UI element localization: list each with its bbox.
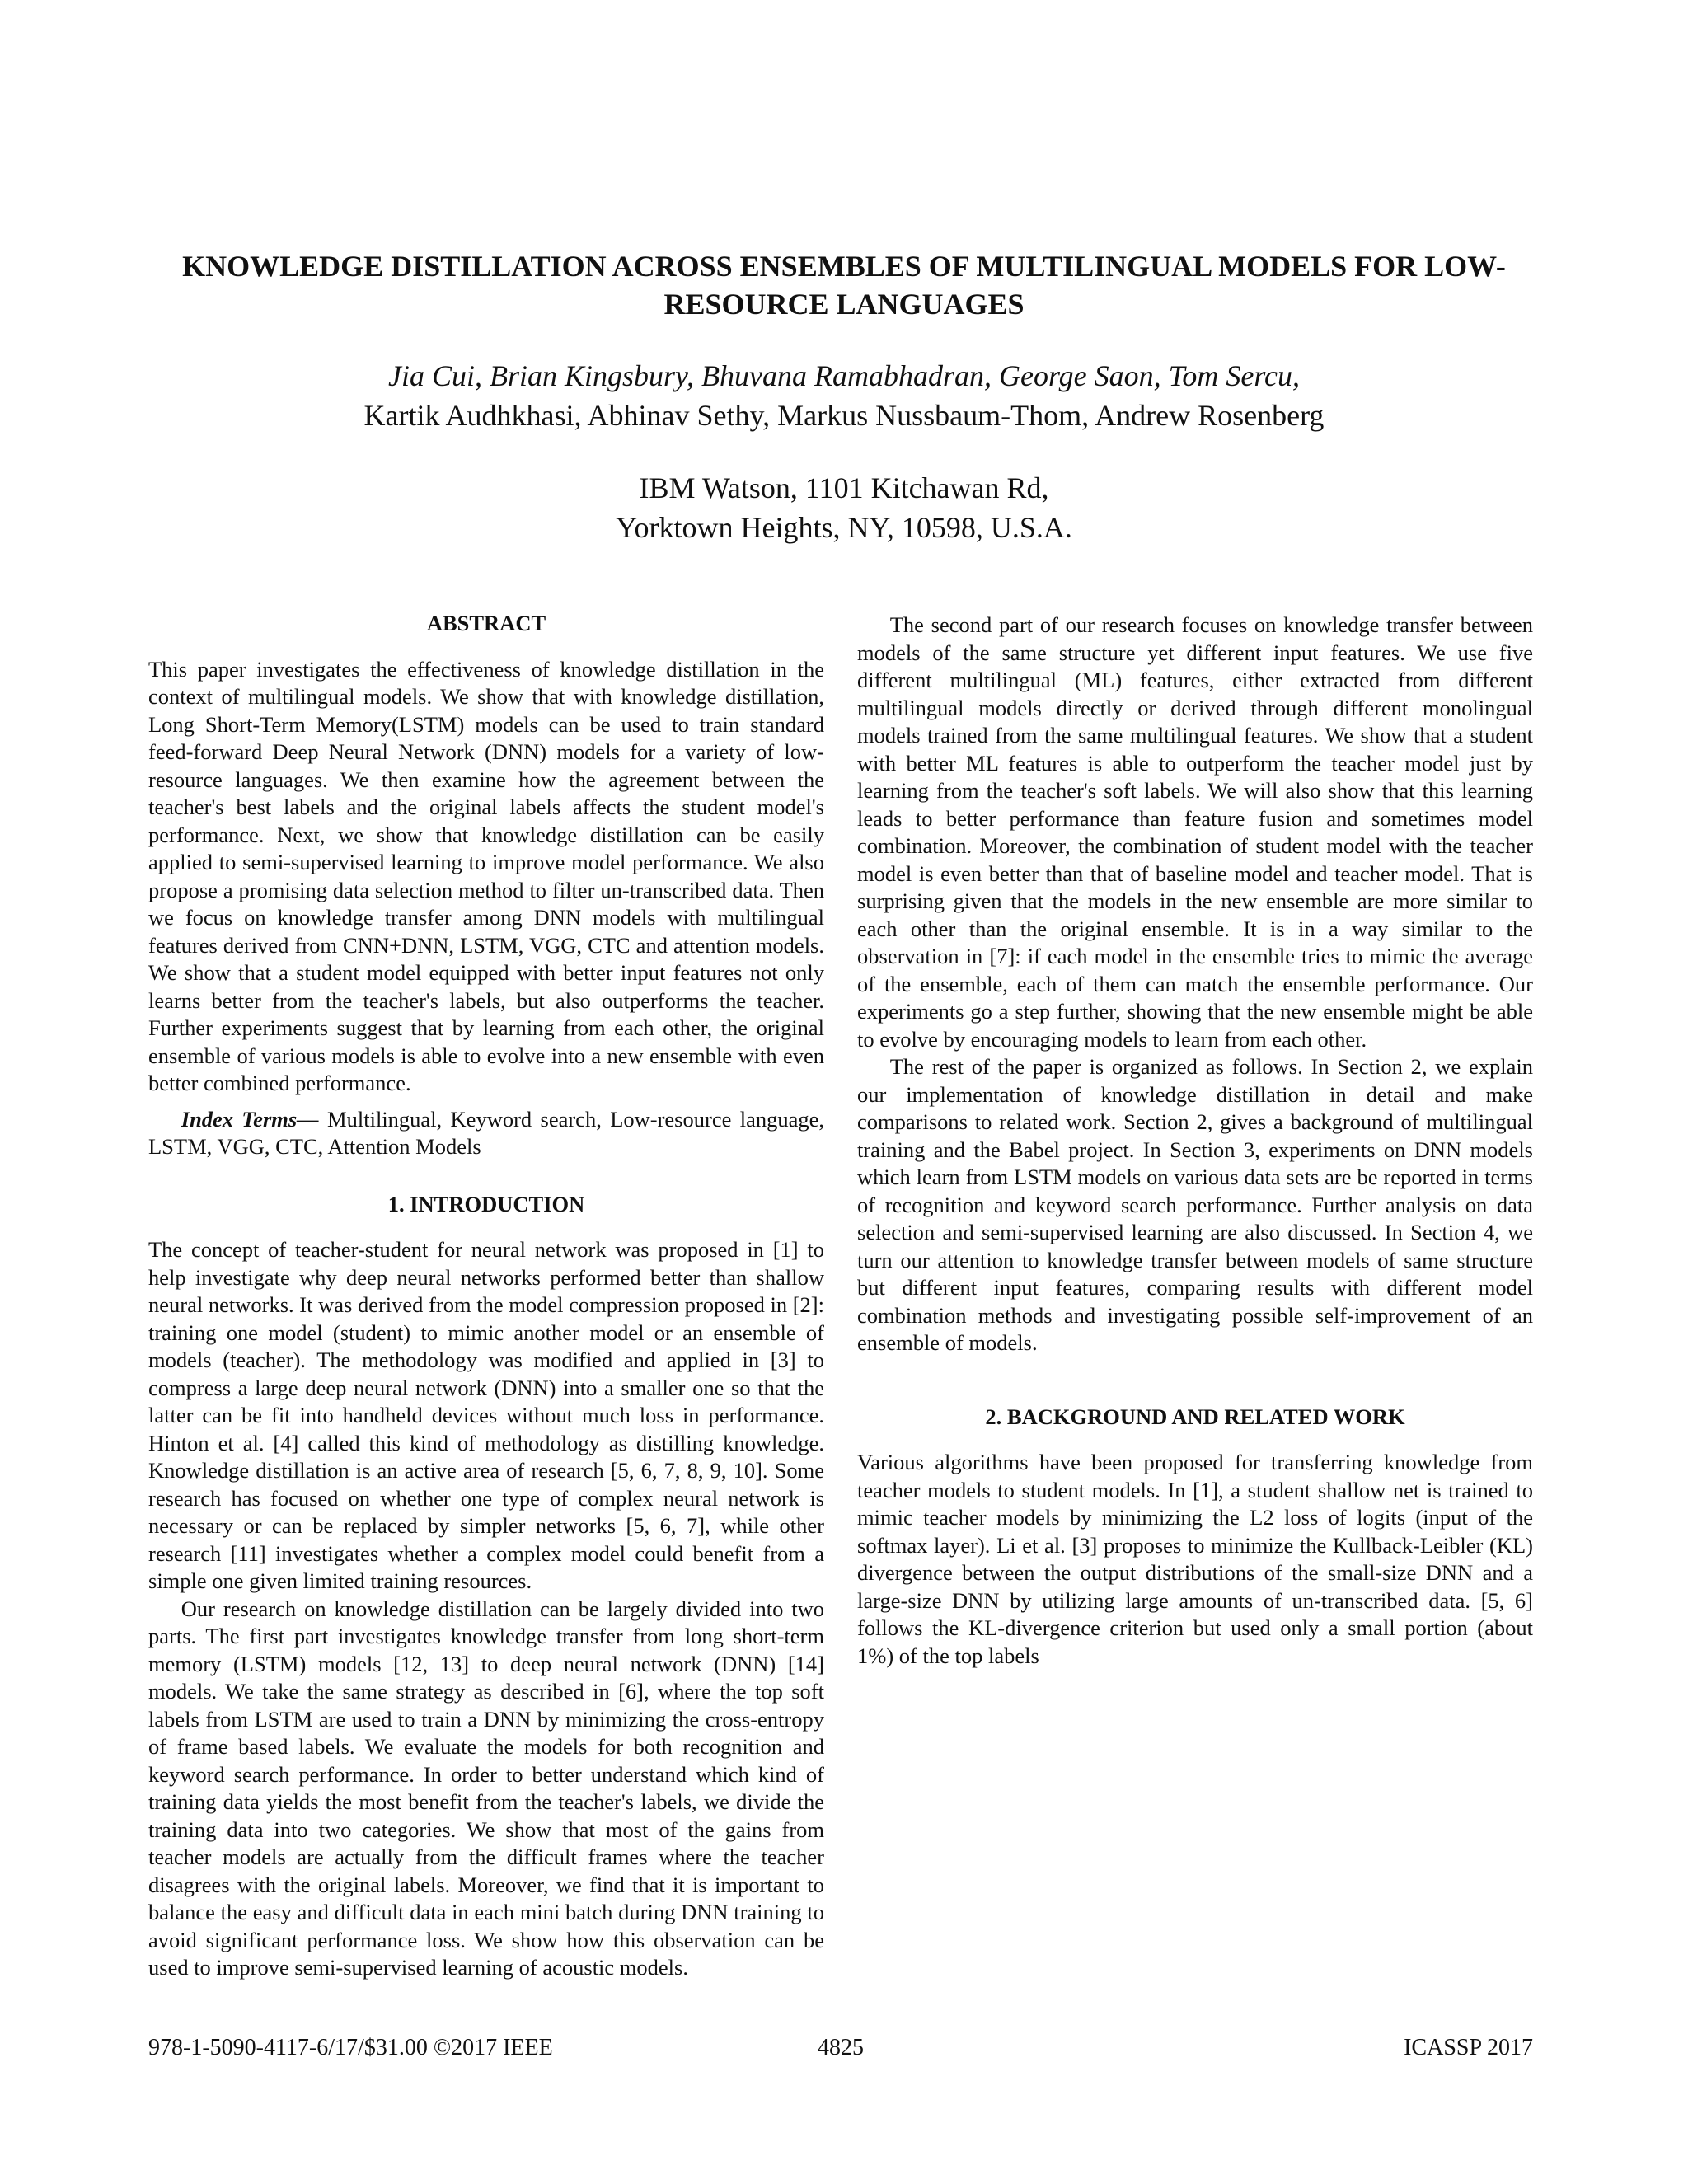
right-column <box>857 612 1533 1670</box>
index-terms <box>148 1106 824 1161</box>
authors-line-2: Kartik Audhkhasi, Abhinav Sethy, Markus Nussbaum-Thom, Andrew Rosenberg <box>363 399 1325 432</box>
affiliation <box>124 468 1564 547</box>
page-number: 4825 <box>818 2035 864 2060</box>
left-column <box>148 610 824 1982</box>
affiliation-line-1: IBM Watson, 1101 Kitchawan Rd, <box>639 471 1049 504</box>
author-list <box>124 356 1564 435</box>
related-work-paragraph-1: Various algorithms have been proposed for transferring knowledge from teacher models to student models. In [1], a student shallow net is trained to mimic teacher models by minimizing the L2 loss of logits (input of the softmax layer). Li et al. [3] proposes to minimize the Kullback-Leibler (KL) divergence between the output distributions of the small-size DNN and a large-size DNN by utilizing large amounts of un-transcribed data. [5, 6] follows the KL-divergence criterion but used only a small portion (about 1%) of the top labels <box>857 1450 1533 1668</box>
index-terms-label: Index Terms— <box>181 1106 319 1132</box>
intro-paragraph-2: Our research on knowledge distillation can be largely divided into two parts. The first part investigates knowledge transfer from long short-term memory (LSTM) models [12, 13] to deep neural network (DNN) [14] models. We take the same strategy as described in [6], where the top soft labels from LSTM are used to train a DNN by minimizing the cross-entropy of frame based labels. We evaluate the models for both recognition and keyword search performance. In order to better understand which kind of training data yields the most benefit from the teacher's labels, we divide the training data into two categories. We show that most of the gains from teacher models are actually from the difficult frames where the teacher disagrees with the original labels. Moreover, we find that it is important to balance the easy and difficult data in each mini batch during DNN training to avoid significant performance loss. We show how this observation can be used to improve semi-supervised learning of acoustic models. <box>148 1596 824 1980</box>
section-1-heading: 1. INTRODUCTION <box>387 1191 585 1216</box>
footer-isbn: 978-1-5090-4117-6/17/$31.00 ©2017 IEEE <box>148 2035 553 2060</box>
paper-title: KNOWLEDGE DISTILLATION ACROSS ENSEMBLES OF MULTILINGUAL MODELS FOR LOW-RESOURCE LANGUAGES <box>182 250 1506 321</box>
authors-line-1: Jia Cui, Brian Kingsbury, Bhuvana Ramabhadran, George Saon, Tom Sercu, <box>388 359 1300 392</box>
abstract-heading: ABSTRACT <box>426 611 546 635</box>
intro-paragraph-3: The second part of our research focuses on knowledge transfer between models of the same structure yet different input features. We use five different multilingual (ML) features, either extracted from different multilingual models directly or derived through different monolingual models trained from the same multilingual features. We show that a student with better ML features is able to outperform the teacher model just by learning from the teacher's soft labels. We will also show that this learning leads to better performance than feature fusion and sometimes model combination. Moreover, the combination of student model with the teacher model is even better than that of baseline model and teacher model. That is surprising given that the models in the new ensemble are more similar to each other than the original ensemble. It is in a way similar to the observation in [7]: if each model in the ensemble tries to mimic the average of the ensemble, each of them can match the ensemble performance. Our experiments go a step further, showing that the new ensemble might be able to evolve by encouraging models to learn from each other. <box>857 612 1533 1052</box>
intro-paragraph-1: The concept of teacher-student for neural network was proposed in [1] to help investigate why deep neural networks performed better than shallow neural networks. It was derived from the model compression proposed in [2]: training one model (student) to mimic another model or an ensemble of models (teacher). The methodology was modified and applied in [3] to compress a large deep neural network (DNN) into a smaller one so that the latter can be fit into handheld devices without much loss in performance. Hinton et al. [4] called this kind of methodology as distilling knowledge. Knowledge distillation is an active area of research [5, 6, 7, 8, 9, 10]. Some research has focused on whether one type of complex neural network is necessary or can be replaced by simpler networks [5, 6, 7], while other research [11] investigates whether a complex model could benefit from a simple one given limited training resources. <box>148 1237 824 1593</box>
footer-venue: ICASSP 2017 <box>1404 2035 1533 2060</box>
abstract-text: This paper investigates the effectiveness of knowledge distillation in the context of multilingual models. We show that with knowledge distillation, Long Short-Term Memory(LSTM) models can be used to train standard feed-forward Deep Neural Network (DNN) models for a variety of low-resource languages. We then examine how the agreement between the teacher's best labels and the original labels affects the student model's performance. Next, we show that knowledge distillation can be easily applied to semi-supervised learning to improve model performance. We also propose a promising data selection method to filter un-transcribed data. Then we focus on knowledge transfer among DNN models with multilingual features derived from CNN+DNN, LSTM, VGG, CTC and attention models. We show that a student model equipped with better input features not only learns better from the teacher's labels, but also outperforms the teacher. Further experiments suggest that by learning from each other, the original ensemble of various models is able to evolve into a new ensemble with even better combined performance. <box>148 656 824 1095</box>
intro-paragraph-4: The rest of the paper is organized as follows. In Section 2, we explain our implementation of knowledge distillation in detail and make comparisons to related work. Section 2, gives a background of multilingual training and the Babel project. In Section 3, experiments on DNN models which learn from LSTM models on various data sets are be reported in terms of recognition and keyword search performance. Further analysis on data selection and semi-supervised learning are also discussed. In Section 4, we turn our attention to knowledge transfer between models of same structure but different input features, comparing results with different model combination methods and investigating possible self-improvement of an ensemble of models. <box>857 1054 1533 1355</box>
section-2-heading: 2. BACKGROUND AND RELATED WORK <box>985 1404 1405 1429</box>
index-terms-text: Multilingual, Keyword search, Low-resource language, LSTM, VGG, CTC, Attention Models <box>148 1106 824 1159</box>
affiliation-line-2: Yorktown Heights, NY, 10598, U.S.A. <box>616 511 1072 544</box>
